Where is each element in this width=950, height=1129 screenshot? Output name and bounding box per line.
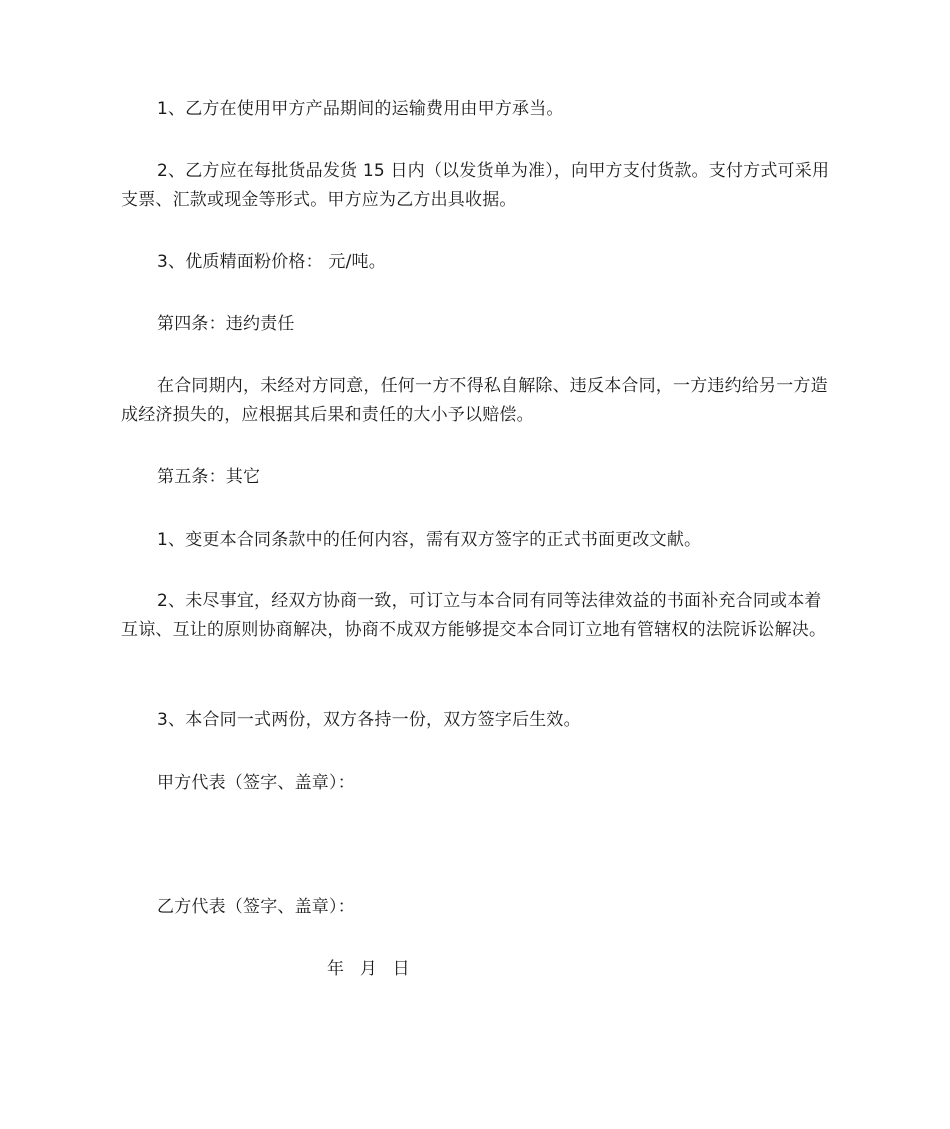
date-month: 月 xyxy=(359,959,378,979)
clause5-item2: 2、未尽事宜，经双方协商一致，可订立与本合同有同等法律效益的书面补充合同或本着互谅、互让的原则协商解决，协商不成双方能够提交本合同订立地有管辖权的法院诉讼解决。 xyxy=(121,591,827,640)
date-year: 年 xyxy=(327,959,345,979)
clause3-item3: 3、优质精面粉价格： 元/吨。 xyxy=(157,252,386,272)
clause4-body: 在合同期内，未经对方同意，任何一方不得私自解除、违反本合同，一方违约给另一方造成经济损失的，应根据其后果和责任的大小予以赔偿。 xyxy=(121,376,828,425)
clause4-title: 第四条：违约责任 xyxy=(157,314,295,334)
date-line xyxy=(327,955,420,984)
clause5-item3: 3、本合同一式两份，双方各持一份，双方签字后生效。 xyxy=(157,710,581,730)
clause3-item1: 1、乙方在使用甲方产品期间的运输费用由甲方承当。 xyxy=(157,99,564,119)
clause3-item2: 2、乙方应在每批货品发货 15 日内（以发货单为准），向甲方支付货款。支付方式可采用支票、汇款或现金等形式。甲方应为乙方出具收据。 xyxy=(121,161,830,210)
clause5-title: 第五条：其它 xyxy=(157,467,261,487)
party-b-signature-line: 乙方代表（签字、盖章）： xyxy=(157,897,355,917)
clause5-item1: 1、变更本合同条款中的任何内容，需有双方签字的正式书面更改文献。 xyxy=(157,530,702,550)
party-a-signature-line: 甲方代表（签字、盖章）： xyxy=(157,773,355,793)
date-day: 日 xyxy=(392,959,410,979)
